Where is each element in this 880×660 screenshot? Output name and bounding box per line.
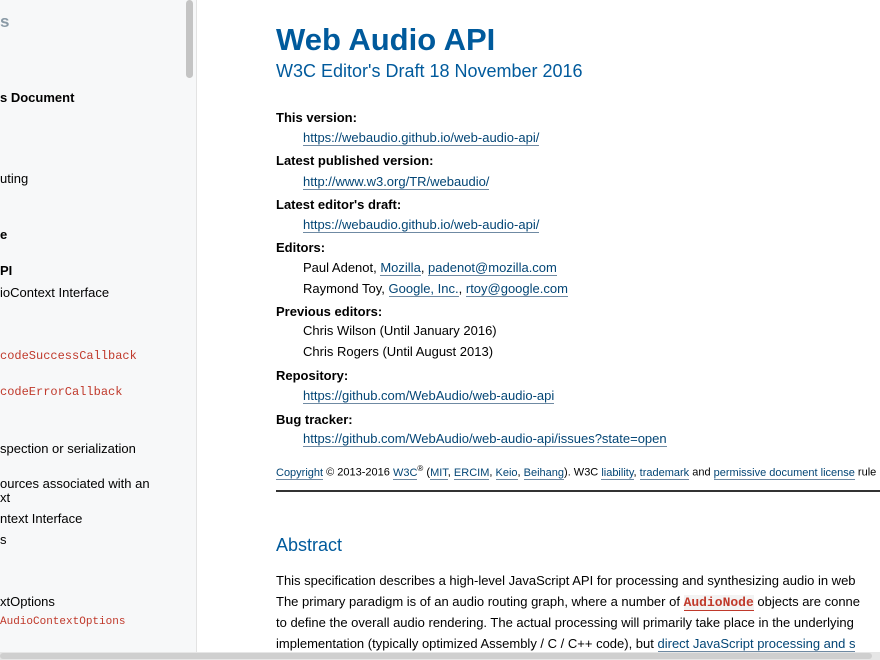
copyright-link[interactable]: Copyright — [276, 466, 324, 479]
editors-label: Editors: — [276, 240, 326, 255]
toc-item[interactable]: e — [0, 227, 8, 242]
sidebar-scrollbar-thumb[interactable] — [186, 0, 193, 78]
horizontal-scrollbar-thumb[interactable] — [0, 653, 872, 659]
repository-link[interactable]: https://github.com/WebAudio/web-audio-api — [303, 388, 555, 403]
editor-name: Raymond Toy, — [303, 281, 389, 296]
toc-item[interactable]: ioContext Interface — [0, 285, 110, 300]
previous-editor: Chris Wilson (Until January 2016) — [303, 323, 497, 338]
previous-editors-label: Previous editors: — [276, 304, 383, 319]
toc-item[interactable]: codeErrorCallback — [0, 385, 123, 399]
audionode-link[interactable]: AudioNode — [683, 595, 754, 610]
this-version-label: This version: — [276, 110, 357, 125]
this-version-link[interactable]: https://webaudio.github.io/web-audio-api/ — [303, 130, 540, 145]
abstract-text-line — [276, 594, 860, 610]
table-of-contents-sidebar — [0, 0, 197, 652]
document-license-link[interactable]: permissive document license — [713, 466, 855, 479]
editor-entry — [303, 260, 557, 275]
abstract-text-line: to define the overall audio rendering. The actual processing will primarily take place in the underlying — [276, 615, 854, 630]
registered-mark: ® — [417, 464, 424, 473]
text: implementation (typically optimized Assembly / C / C++ code), but — [276, 636, 658, 651]
toc-item[interactable]: PI — [0, 263, 13, 278]
abstract-heading: Abstract — [276, 535, 343, 555]
editor-org-link[interactable]: Google, Inc. — [388, 281, 459, 296]
latest-published-link[interactable]: http://www.w3.org/TR/webaudio/ — [303, 174, 490, 189]
horizontal-scrollbar[interactable] — [0, 652, 880, 660]
horizontal-rule — [276, 490, 880, 492]
page-subtitle: W3C Editor's Draft 18 November 2016 — [276, 61, 583, 81]
repository-label: Repository: — [276, 368, 349, 383]
copyright-years: © 2013-2016 — [323, 466, 393, 479]
toc-item[interactable]: xtOptions — [0, 594, 55, 609]
beihang-link[interactable]: Beihang — [523, 466, 565, 479]
copyright-notice — [276, 464, 876, 479]
toc-item[interactable]: ntext Interface — [0, 511, 83, 526]
toc-item[interactable]: codeSuccessCallback — [0, 349, 137, 363]
toc-item[interactable]: AudioContextOptions — [0, 616, 126, 628]
liability-link[interactable]: liability — [601, 466, 634, 479]
text: rule — [854, 466, 877, 479]
keio-link[interactable]: Keio — [495, 466, 518, 479]
latest-published-label: Latest published version: — [276, 153, 434, 168]
text: , — [633, 466, 640, 479]
toc-item[interactable]: xt — [0, 490, 11, 505]
latest-draft-label: Latest editor's draft: — [276, 197, 402, 212]
editor-org-link[interactable]: Mozilla — [380, 260, 421, 275]
toc-item[interactable]: uting — [0, 171, 29, 186]
javascript-processing-link[interactable]: direct JavaScript processing and s — [657, 636, 856, 651]
toc-item[interactable]: spection or serialization — [0, 441, 136, 456]
mit-link[interactable]: MIT — [430, 466, 448, 479]
editor-email-link[interactable]: padenot@mozilla.com — [428, 260, 557, 275]
editor-entry — [303, 281, 568, 296]
toc-item[interactable]: s — [0, 532, 7, 547]
ercim-link[interactable]: ERCIM — [453, 466, 490, 479]
text: and — [689, 466, 714, 479]
trademark-link[interactable]: trademark — [639, 466, 690, 479]
separator: , — [458, 281, 466, 296]
text: The primary paradigm is of an audio routing graph, where a number of — [276, 594, 684, 609]
text: , — [517, 466, 524, 479]
abstract-text-line: This specification describes a high-level JavaScript API for processing and synthesizing audio in web — [276, 573, 856, 588]
w3c-link[interactable]: W3C — [392, 466, 418, 479]
text: ( — [423, 466, 431, 479]
text: objects are conne — [753, 594, 861, 609]
text: , — [447, 466, 454, 479]
abstract-text-line — [276, 636, 855, 651]
text: , — [489, 466, 496, 479]
previous-editor: Chris Rogers (Until August 2013) — [303, 344, 494, 359]
latest-draft-link[interactable]: https://webaudio.github.io/web-audio-api/ — [303, 217, 540, 232]
text: ). W3C — [564, 466, 602, 479]
bug-tracker-label: Bug tracker: — [276, 412, 353, 427]
toc-item[interactable]: s Document — [0, 90, 75, 105]
bug-tracker-link[interactable]: https://github.com/WebAudio/web-audio-api/issues?state=open — [303, 431, 667, 446]
document-main — [276, 0, 880, 652]
toc-item[interactable]: ources associated with an — [0, 476, 150, 491]
editor-name: Paul Adenot, — [303, 260, 381, 275]
toc-heading: s — [0, 12, 10, 31]
editor-email-link[interactable]: rtoy@google.com — [465, 281, 568, 296]
separator: , — [420, 260, 429, 275]
page-title: Web Audio API — [276, 22, 496, 57]
